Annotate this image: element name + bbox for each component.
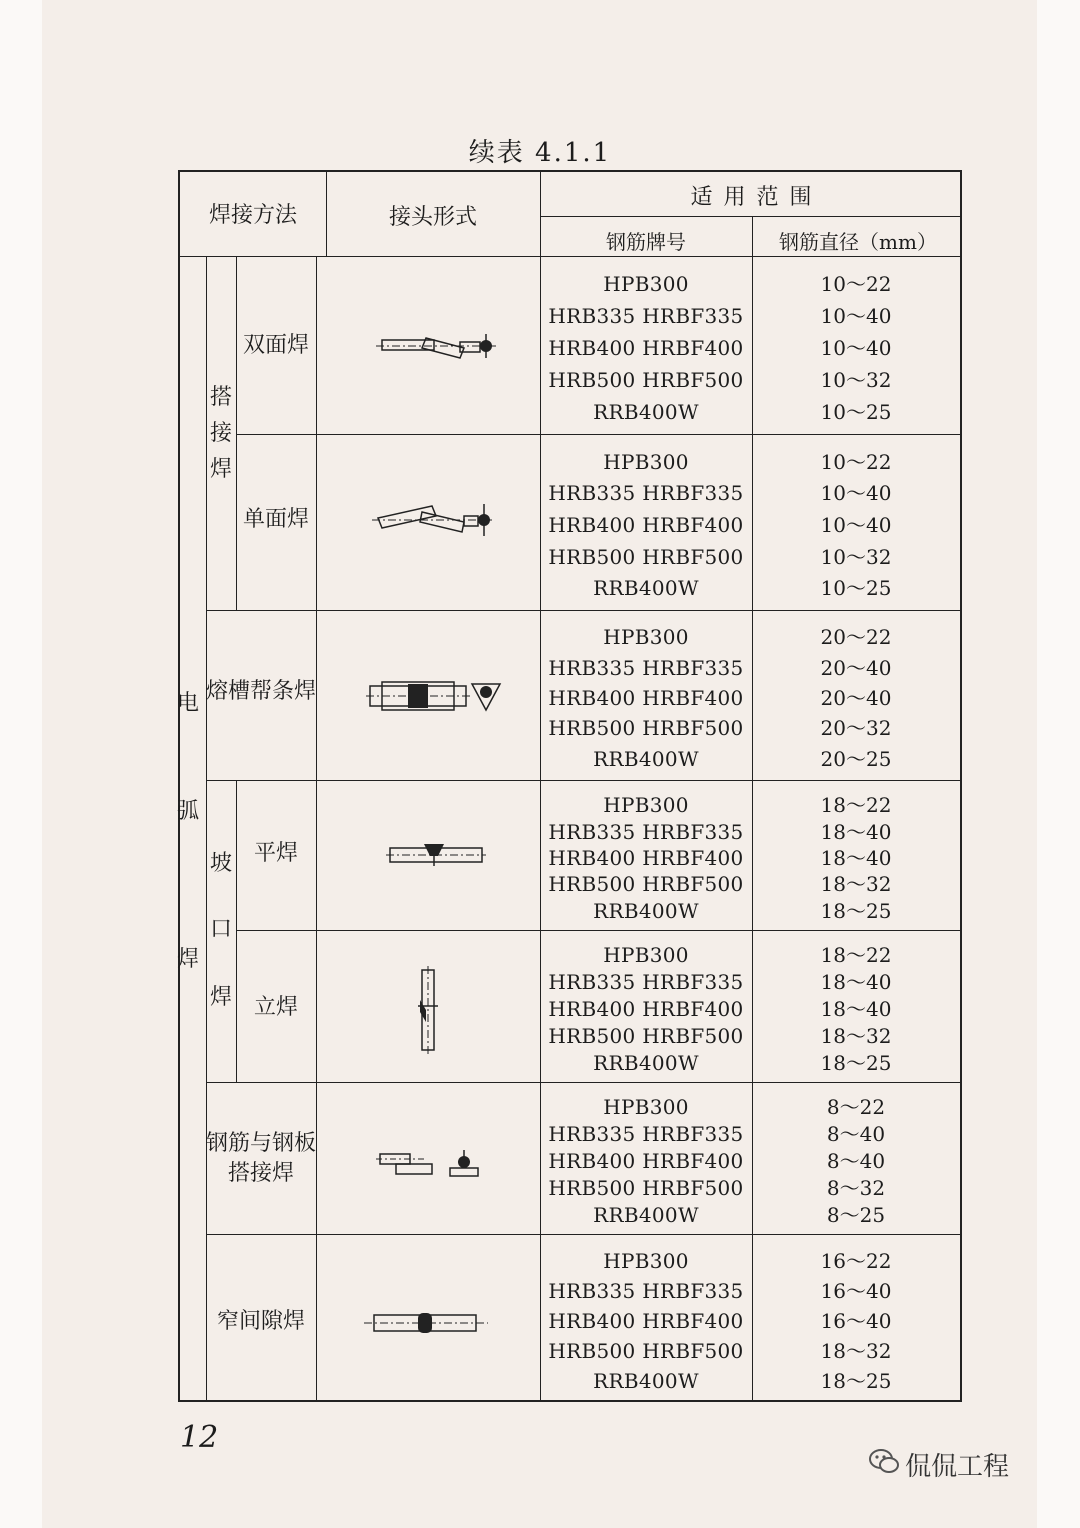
narrow-gap-joint-diagram: [364, 1308, 494, 1338]
diameter-range: 8～40: [826, 1122, 886, 1147]
diameter-range: 8～22: [826, 1095, 886, 1120]
row-line: [206, 1234, 962, 1235]
steel-grade: HPB300: [603, 943, 689, 968]
plate-lap-joint-diagram: [376, 1146, 486, 1180]
steel-grade: HRB335 HRBF335: [548, 1279, 744, 1303]
group-electric-1: 电: [176, 691, 200, 716]
diameter-range: 10～32: [820, 368, 892, 392]
steel-grade: HRB500 HRBF500: [548, 872, 744, 897]
steel-grade: HRB500 HRBF500: [548, 1023, 744, 1048]
row-line: [206, 610, 962, 611]
steel-grade: HRB500 HRBF500: [548, 716, 744, 741]
steel-grade: RRB400W: [593, 746, 699, 771]
steel-grade: RRB400W: [593, 1050, 699, 1075]
diameter-range: 8～40: [826, 1149, 886, 1173]
diameter-range: 18～25: [820, 1369, 892, 1393]
diameter-range: 18～32: [820, 1339, 892, 1363]
page-number: 12: [180, 1420, 219, 1455]
method-plate-lap-1: 钢筋与钢板: [205, 1131, 317, 1156]
method-narrow-gap: 窄间隙焊: [216, 1309, 306, 1334]
steel-grade: HRB335 HRBF335: [548, 481, 744, 506]
steel-grade: HRB500 HRBF500: [548, 1339, 744, 1363]
steel-grade: HPB300: [603, 793, 689, 818]
group-lap-2: 接: [209, 421, 233, 446]
steel-grade: HPB300: [603, 272, 689, 296]
col-line: [206, 256, 207, 1402]
row-line: [236, 434, 962, 435]
row-line: [206, 1082, 962, 1083]
steel-grade: HRB400 HRBF400: [548, 1149, 744, 1173]
group-lap-3: 焊: [209, 457, 233, 482]
diameter-range: 20～40: [820, 655, 892, 680]
watermark: 侃侃工程: [905, 1452, 1010, 1482]
diameter-range: 10～32: [820, 544, 892, 569]
steel-grade: HPB300: [603, 1249, 689, 1273]
header-method: 焊接方法: [208, 203, 298, 228]
steel-grade: HRB500 HRBF500: [548, 544, 744, 569]
col-line: [326, 172, 327, 256]
steel-grade: RRB400W: [593, 898, 699, 923]
table-title: 续表 4.1.1: [468, 138, 612, 168]
steel-grade: HRB335 HRBF335: [548, 1122, 744, 1147]
steel-grade: RRB400W: [593, 1202, 699, 1227]
group-groove-3: 焊: [209, 985, 233, 1010]
header-bottom-line: [180, 256, 962, 257]
flat-groove-joint-diagram: [386, 840, 490, 870]
diameter-range: 20～40: [820, 686, 892, 710]
diameter-range: 10～22: [820, 272, 892, 296]
diameter-range: 20～32: [820, 716, 892, 741]
steel-grade: HPB300: [603, 1095, 689, 1120]
method-single-sided: 单面焊: [242, 507, 310, 532]
method-plate-lap-2: 搭接焊: [227, 1161, 295, 1186]
steel-grade: HRB335 HRBF335: [548, 304, 744, 328]
diameter-range: 16～22: [820, 1249, 892, 1273]
diameter-range: 10～25: [820, 576, 892, 601]
diameter-range: 10～40: [820, 513, 892, 537]
group-electric-2: 弧: [176, 799, 200, 824]
steel-grade: HRB400 HRBF400: [548, 846, 744, 870]
col-line: [540, 172, 541, 1402]
diameter-range: 18～40: [820, 970, 892, 995]
steel-grade: HRB335 HRBF335: [548, 819, 744, 844]
diameter-range: 18～25: [820, 898, 892, 923]
steel-grade: HPB300: [603, 625, 689, 650]
group-electric-3: 焊: [176, 947, 200, 972]
diameter-range: 10～40: [820, 336, 892, 360]
diameter-range: 18～32: [820, 1023, 892, 1048]
steel-grade: HRB400 HRBF400: [548, 686, 744, 710]
method-double-sided: 双面焊: [242, 333, 310, 358]
steel-grade: RRB400W: [593, 576, 699, 601]
diameter-range: 8～25: [826, 1202, 886, 1227]
diameter-range: 18～22: [820, 943, 892, 968]
steel-grade: HRB335 HRBF335: [548, 970, 744, 995]
wechat-icon: [868, 1446, 900, 1476]
vertical-groove-joint-diagram: [416, 966, 440, 1056]
col-line: [236, 780, 237, 1082]
method-vertical: 立焊: [253, 995, 299, 1020]
steel-grade: HRB500 HRBF500: [548, 1175, 744, 1200]
diameter-range: 8～32: [826, 1175, 886, 1200]
diameter-range: 10～25: [820, 400, 892, 424]
groove-strap-joint-diagram: [366, 676, 506, 716]
steel-grade: HRB400 HRBF400: [548, 513, 744, 537]
group-groove-1: 坡: [209, 851, 233, 876]
header-scope: 适 用 范 围: [690, 185, 814, 210]
steel-grade: RRB400W: [593, 400, 699, 424]
diameter-range: 10～40: [820, 304, 892, 328]
steel-grade: HRB335 HRBF335: [548, 655, 744, 680]
row-line: [236, 930, 962, 931]
method-flat: 平焊: [253, 841, 299, 866]
diameter-range: 18～22: [820, 793, 892, 818]
diameter-range: 18～40: [820, 846, 892, 870]
double-lap-joint-diagram: [376, 326, 506, 366]
header-diameter: 钢筋直径（mm）: [779, 230, 937, 254]
diameter-range: 18～25: [820, 1050, 892, 1075]
steel-grade: HPB300: [603, 449, 689, 474]
header-joint: 接头形式: [388, 205, 478, 230]
method-groove-strap: 熔槽帮条焊: [205, 679, 317, 704]
steel-grade: HRB500 HRBF500: [548, 368, 744, 392]
steel-grade: HRB400 HRBF400: [548, 1309, 744, 1333]
diameter-range: 16～40: [820, 1279, 892, 1303]
steel-grade: HRB400 HRBF400: [548, 336, 744, 360]
group-lap-1: 搭: [209, 385, 233, 410]
diameter-range: 10～22: [820, 449, 892, 474]
diameter-range: 18～40: [820, 819, 892, 844]
diameter-range: 10～40: [820, 481, 892, 506]
welding-table: [178, 170, 962, 1402]
col-line: [316, 256, 317, 1402]
diameter-range: 18～40: [820, 997, 892, 1021]
header-divider: [540, 216, 962, 217]
diameter-range: 16～40: [820, 1309, 892, 1333]
single-lap-joint-diagram: [372, 498, 502, 542]
group-groove-2: 口: [209, 917, 233, 942]
diameter-range: 20～25: [820, 746, 892, 771]
steel-grade: RRB400W: [593, 1369, 699, 1393]
col-line: [236, 256, 237, 610]
col-line: [752, 216, 753, 1402]
diameter-range: 20～22: [820, 625, 892, 650]
steel-grade: HRB400 HRBF400: [548, 997, 744, 1021]
row-line: [206, 780, 962, 781]
header-grade: 钢筋牌号: [606, 230, 686, 254]
diameter-range: 18～32: [820, 872, 892, 897]
